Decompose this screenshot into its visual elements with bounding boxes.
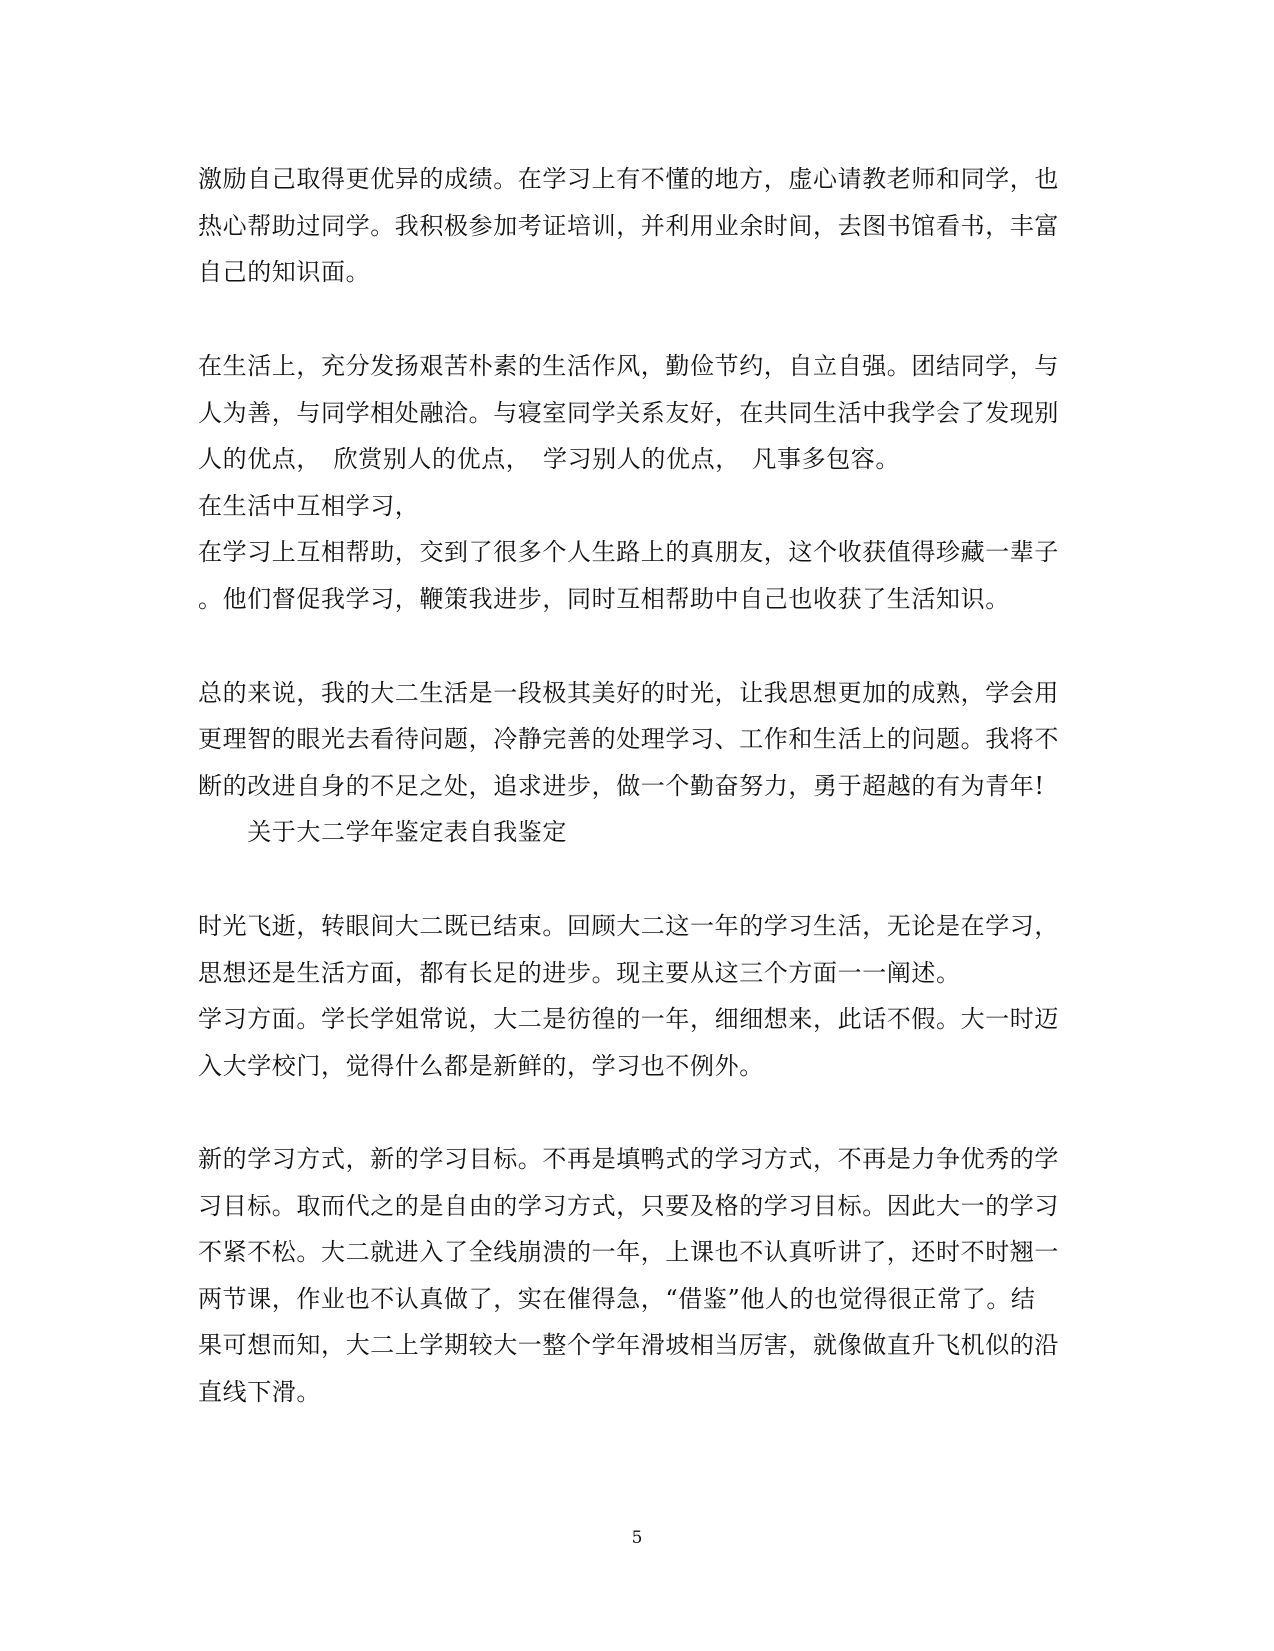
text-line: 不紧不松。大二就进入了全线崩溃的一年，上课也不认真听讲了，还时不时翘一: [198, 1238, 1059, 1266]
text-line: 在学习上互相帮助，交到了很多个人生路上的真朋友，这个收获值得珍藏一辈子: [198, 538, 1059, 566]
text-line: 直线下滑。: [198, 1378, 321, 1406]
text-line: 学习方面。学长学姐常说，大二是彷徨的一年，细细想来，此话不假。大一时迈: [198, 1005, 1059, 1033]
text-line: 总的来说，我的大二生活是一段极其美好的时光，让我思想更加的成熟，学会用: [198, 679, 1059, 707]
text-line: 人的优点， 欣赏别人的优点， 学习别人的优点， 凡事多包容。: [198, 445, 900, 473]
text-line: 自己的知识面。: [198, 258, 371, 286]
text-line: 断的改进自身的不足之处，追求进步，做一个勤奋努力，勇于超越的有为青年!: [198, 772, 1045, 800]
text-line: 人为善，与同学相处融洽。与寝室同学关系友好，在共同生活中我学会了发现别: [198, 399, 1059, 427]
text-line: 时光飞逝，转眼间大二既已结束。回顾大二这一年的学习生活，无论是在学习，: [198, 912, 1059, 940]
text-line: 。他们督促我学习，鞭策我进步，同时互相帮助中自己也收获了生活知识。: [198, 585, 1010, 613]
text-line: 果可想而知，大二上学期较大一整个学年滑坡相当厉害，就像做直升飞机似的沿: [198, 1331, 1059, 1359]
text-line: 思想还是生活方面，都有长足的进步。现主要从这三个方面一一阐述。: [198, 959, 961, 987]
text-line: 更理智的眼光去看待问题，冷静完善的处理学习、工作和生活上的问题。我将不: [198, 725, 1059, 753]
text-line: 在生活上，充分发扬艰苦朴素的生活作风，勤俭节约，自立自强。团结同学，与: [198, 352, 1059, 380]
page-number: 5: [631, 1528, 643, 1548]
text-line: 激励自己取得更优异的成绩。在学习上有不懂的地方，虚心请教老师和同学，也: [198, 165, 1059, 193]
text-line: 热心帮助过同学。我积极参加考证培训，并利用业余时间，去图书馆看书，丰富: [198, 212, 1059, 240]
text-line: 入大学校门，觉得什么都是新鲜的，学习也不例外。: [198, 1052, 764, 1080]
text-line: 两节课，作业也不认真做了，实在催得急，“借鉴”他人的也觉得很正常了。结: [198, 1285, 1036, 1313]
text-line: 在生活中互相学习，: [198, 492, 420, 520]
text-line: 新的学习方式，新的学习目标。不再是填鸭式的学习方式，不再是力争优秀的学: [198, 1145, 1059, 1173]
text-line: 习目标。取而代之的是自由的学习方式，只要及格的学习目标。因此大一的学习: [198, 1192, 1059, 1220]
section-heading: 关于大二学年鉴定表自我鉴定: [198, 818, 567, 846]
